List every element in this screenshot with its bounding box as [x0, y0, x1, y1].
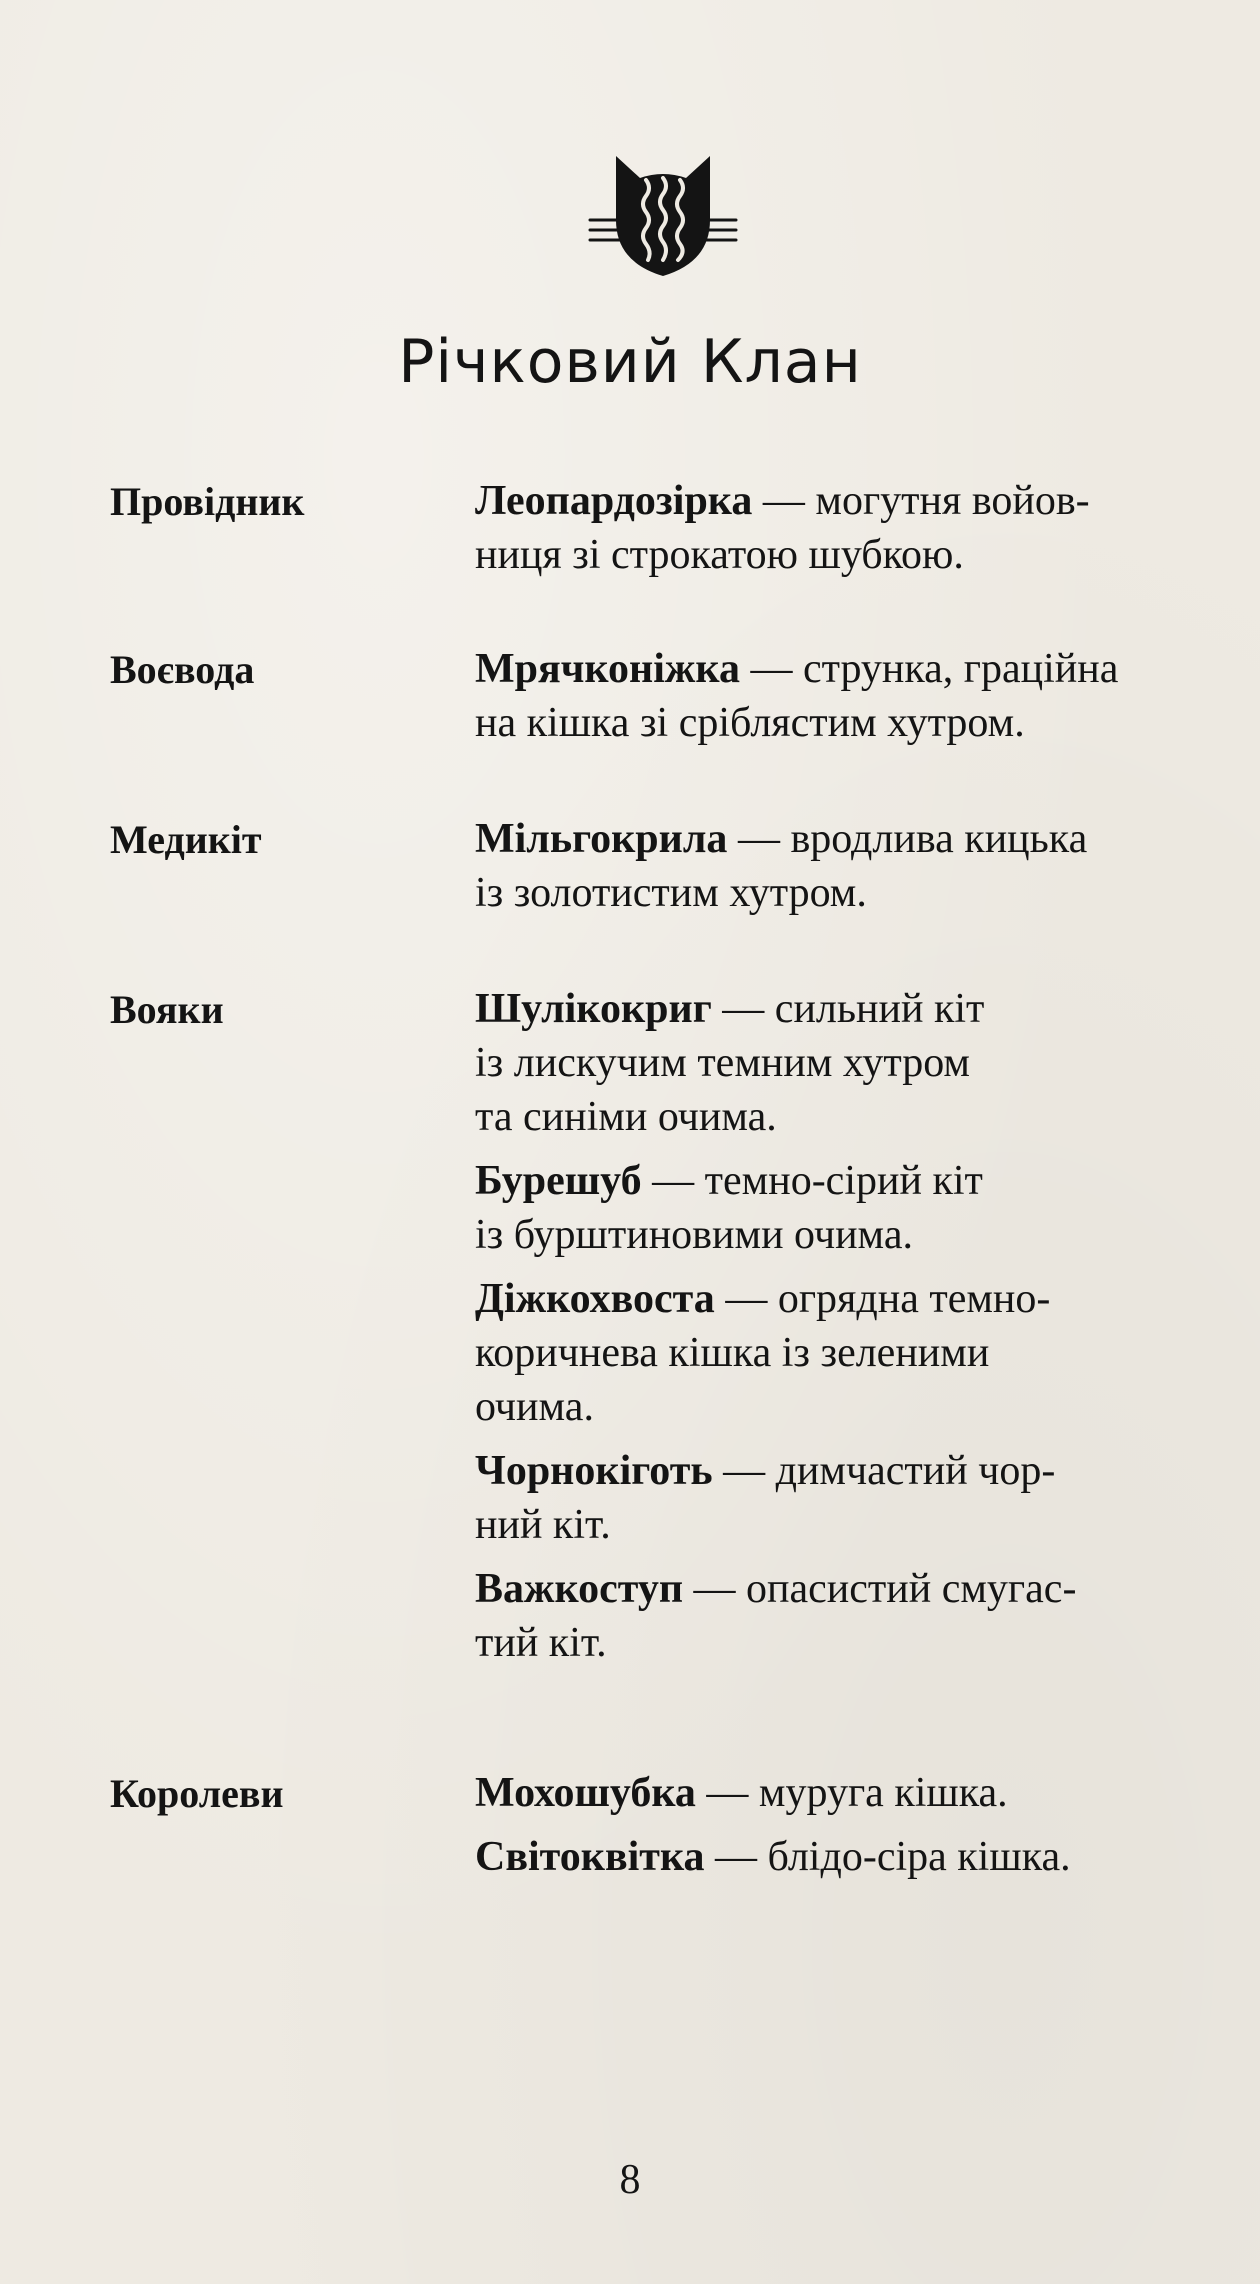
cat-entry: Світоквітка — блідо-сіра кішка.: [475, 1834, 1071, 1880]
cat-description: та синіми очима.: [475, 1094, 777, 1140]
cat-description: димчастий чор-: [775, 1448, 1056, 1494]
cat-entry: Діжкохвоста — огрядна темно- коричнева кішка із зеленими очима.: [475, 1276, 1051, 1430]
role-entries: [475, 474, 1235, 592]
cat-name: Бурешуб: [475, 1158, 642, 1204]
cat-description: опасистий смугас-: [746, 1566, 1077, 1612]
role-label: Королеви: [110, 1771, 284, 1816]
cat-entry: Мрячконіжка — струнка, граційна на кішка зі сріблястим хутром.: [475, 646, 1119, 746]
cat-entry: Важкоступ — опасистий смугас- тий кіт.: [475, 1566, 1077, 1666]
page-number: 8: [619, 2157, 641, 2203]
cat-description: із бурштиновими очима.: [475, 1212, 913, 1258]
role-entries: [475, 1766, 1235, 1894]
cat-description: блідо-сіра кішка.: [767, 1834, 1071, 1880]
cat-description: струнка, граційна: [802, 646, 1119, 692]
cat-name: Шулікокриг: [475, 986, 712, 1032]
role-entries: [475, 812, 1235, 930]
cat-name: Світоквітка: [475, 1834, 705, 1880]
cat-entry: Шулікокриг — сильний кіт із лискучим темним хутром та синіми очима.: [475, 986, 985, 1140]
role-entries: [475, 642, 1235, 760]
role-label: Воєвода: [110, 647, 255, 692]
cat-description: із золотистим хутром.: [475, 870, 867, 916]
cat-head-emblem-icon: [588, 150, 738, 280]
cat-name: Мільгокрила: [475, 816, 728, 862]
cat-description: ний кіт.: [475, 1502, 611, 1548]
role-entries: [475, 982, 1235, 1680]
cat-entry: Мохошубка — муруга кішка.: [475, 1770, 1008, 1816]
cat-name: Леопардозірка: [475, 478, 753, 524]
cat-description: тий кіт.: [475, 1620, 607, 1666]
cat-name: Важкоступ: [475, 1566, 684, 1612]
cat-description: коричнева кішка із зеленими: [475, 1330, 990, 1376]
cat-name: Мрячконіжка: [475, 646, 740, 692]
clan-title: Річковий Клан: [398, 327, 862, 397]
cat-entry: Чорнокіготь — димчастий чор- ний кіт.: [475, 1448, 1056, 1548]
cat-description: сильний кіт: [774, 986, 985, 1032]
cat-description: із лискучим темним хутром: [475, 1040, 970, 1086]
cat-entry: Мільгокрила — вродлива кицька із золотистим хутром.: [475, 816, 1088, 916]
role-label: Медикіт: [110, 817, 262, 862]
cat-name: Мохошубка: [475, 1770, 696, 1816]
cat-name: Діжкохвоста: [475, 1276, 715, 1322]
role-label: Провідник: [110, 479, 305, 524]
cat-description: могутня войов-: [815, 478, 1090, 524]
cat-description: ниця зі строкатою шубкою.: [475, 532, 964, 578]
role-label: Вояки: [110, 987, 224, 1032]
cat-description: темно-сірий кіт: [704, 1158, 983, 1204]
cat-description: очима.: [475, 1384, 594, 1430]
cat-description: на кішка зі сріблястим хутром.: [475, 700, 1025, 746]
cat-description: огрядна темно-: [777, 1276, 1051, 1322]
cat-entry: Леопардозірка — могутня войов- ниця зі строкатою шубкою.: [475, 478, 1090, 578]
cat-description: муруга кішка.: [758, 1770, 1008, 1816]
cat-name: Чорнокіготь: [475, 1448, 713, 1494]
cat-entry: Бурешуб — темно-сірий кіт із бурштиновими очима.: [475, 1158, 983, 1258]
cat-description: вродлива кицька: [790, 816, 1088, 862]
